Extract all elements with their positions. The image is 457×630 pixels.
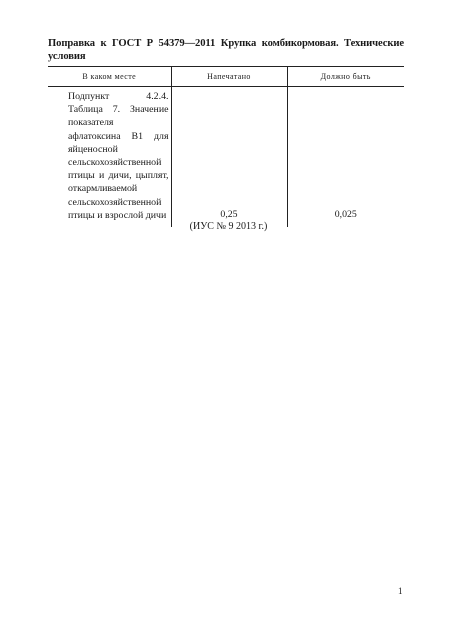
cell-printed: 0,25: [171, 87, 287, 228]
header-should-be: Должно быть: [287, 67, 404, 87]
publication-note: (ИУС № 9 2013 г.): [189, 221, 268, 232]
header-printed: Напечатано: [171, 67, 287, 87]
correction-table: [48, 66, 404, 227]
location-text: Подпункт 4.2.4. Таблица 7. Значение показателя афлатоксина В1 для яйценосной сельскохозяйственной птицы и дичи, цыплят, откармливаемой сельскохозяйственной птицы и взрослой дичи: [68, 91, 169, 221]
document-title: Поправка к ГОСТ Р 54379—2011 Крупка комбикормовая. Технические условия: [48, 38, 404, 62]
cell-location: [48, 87, 171, 228]
cell-should-be: 0,025: [287, 87, 404, 228]
header-location: В каком месте: [48, 67, 171, 87]
table-header-row: [48, 67, 404, 87]
page-number: 1: [398, 586, 403, 596]
table-row: [48, 87, 404, 228]
